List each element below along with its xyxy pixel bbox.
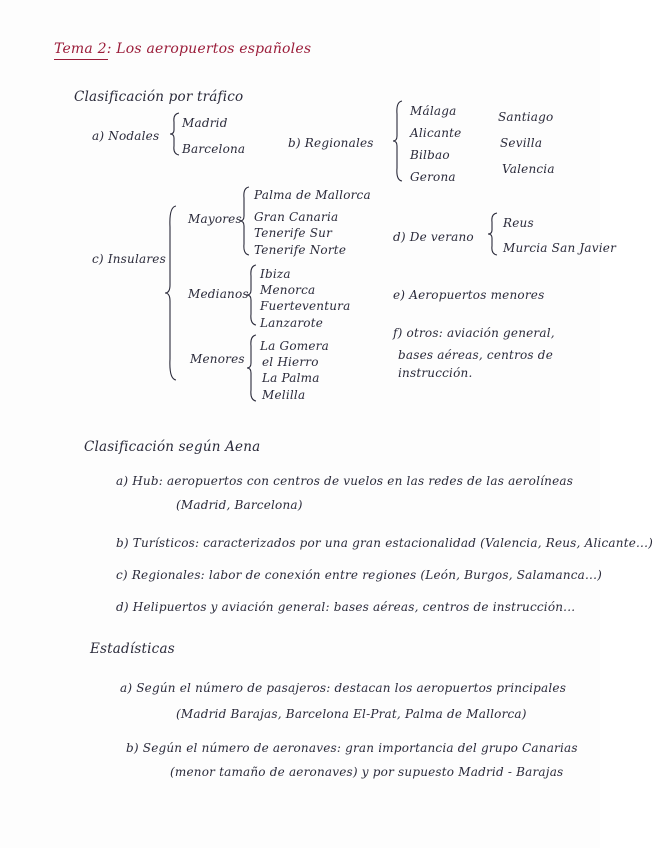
- aena-d: d) Helipuertos y aviación general: bases aéreas, centros de instrucción...: [116, 600, 576, 614]
- topic-title: [54, 42, 311, 56]
- nodales-label: a) Nodales: [92, 129, 160, 143]
- mayores-brace: [240, 186, 250, 256]
- menores-item-3: Melilla: [262, 388, 306, 402]
- menores-item-0: La Gomera: [260, 339, 329, 353]
- topic-name: : Los aeropuertos españoles: [106, 41, 312, 57]
- aena-c: c) Regionales: labor de conexión entre regiones (León, Burgos, Salamanca...): [116, 568, 602, 582]
- medianos-brace: [247, 264, 257, 326]
- regionales-label: b) Regionales: [288, 136, 374, 150]
- menores-item-1: el Hierro: [262, 355, 319, 369]
- stats-heading: Estadísticas: [90, 641, 175, 657]
- medianos-item-0: Ibiza: [260, 267, 291, 281]
- regionales-col1-0: Málaga: [410, 104, 457, 118]
- regionales-col1-3: Gerona: [410, 170, 456, 184]
- medianos-item-1: Menorca: [260, 283, 316, 297]
- medianos-item-3: Lanzarote: [260, 316, 324, 330]
- insulares-brace: [165, 205, 177, 381]
- verano-label: d) De verano: [393, 230, 474, 244]
- mayores-item-2: Tenerife Sur: [254, 226, 333, 240]
- regionales-col2-0: Santiago: [498, 110, 554, 124]
- mayores-item-3: Tenerife Norte: [254, 243, 347, 257]
- stats-a-line-0: a) Según el número de pasajeros: destacan los aeropuertos principales: [120, 681, 567, 695]
- regionales-col2-1: Sevilla: [500, 136, 543, 150]
- stats-a-line-1: (Madrid Barajas, Barcelona El-Prat, Palma de Mallorca): [176, 707, 527, 721]
- menores-brace: [247, 334, 257, 402]
- aena-b: b) Turísticos: caracterizados por una gran estacionalidad (Valencia, Reus, Alicante...): [116, 536, 653, 550]
- otros-line-0: f) otros: aviación general,: [393, 326, 555, 340]
- regionales-col1-1: Alicante: [410, 126, 462, 140]
- verano-item-0: Reus: [503, 216, 534, 230]
- nodales-item-0: Madrid: [182, 116, 228, 130]
- title-underline: [54, 59, 108, 60]
- nodales-brace: [170, 112, 180, 156]
- stats-b-line-0: b) Según el número de aeronaves: gran importancia del grupo Canarias: [126, 741, 578, 755]
- mayores-item-0: Palma de Mallorca: [254, 188, 371, 202]
- medianos-label: Medianos: [188, 287, 249, 301]
- aeropuertos-menores: e) Aeropuertos menores: [393, 288, 545, 302]
- aena-a-line-1: (Madrid, Barcelona): [176, 498, 303, 512]
- traffic-heading: Clasificación por tráfico: [74, 89, 244, 105]
- stats-b-line-1: (menor tamaño de aeronaves) y por supuesto Madrid - Barajas: [170, 765, 564, 779]
- verano-brace: [488, 212, 498, 256]
- medianos-item-2: Fuerteventura: [260, 299, 351, 313]
- aena-a-line-0: a) Hub: aeropuertos con centros de vuelos en las redes de las aerolíneas: [116, 474, 574, 488]
- otros-line-1: bases aéreas, centros de: [398, 348, 553, 362]
- regionales-col1-2: Bilbao: [410, 148, 450, 162]
- topic-number: Tema 2: [54, 41, 107, 57]
- verano-item-1: Murcia San Javier: [503, 241, 617, 255]
- menores-label: Menores: [190, 352, 245, 366]
- mayores-item-1: Gran Canaria: [254, 210, 339, 224]
- regionales-col2-2: Valencia: [502, 162, 555, 176]
- menores-item-2: La Palma: [262, 371, 320, 385]
- regionales-brace: [393, 100, 403, 182]
- aena-heading: Clasificación según Aena: [84, 439, 261, 455]
- otros-line-2: instrucción.: [398, 366, 473, 380]
- insulares-label: c) Insulares: [92, 252, 166, 266]
- nodales-item-1: Barcelona: [182, 142, 246, 156]
- mayores-label: Mayores: [188, 212, 242, 226]
